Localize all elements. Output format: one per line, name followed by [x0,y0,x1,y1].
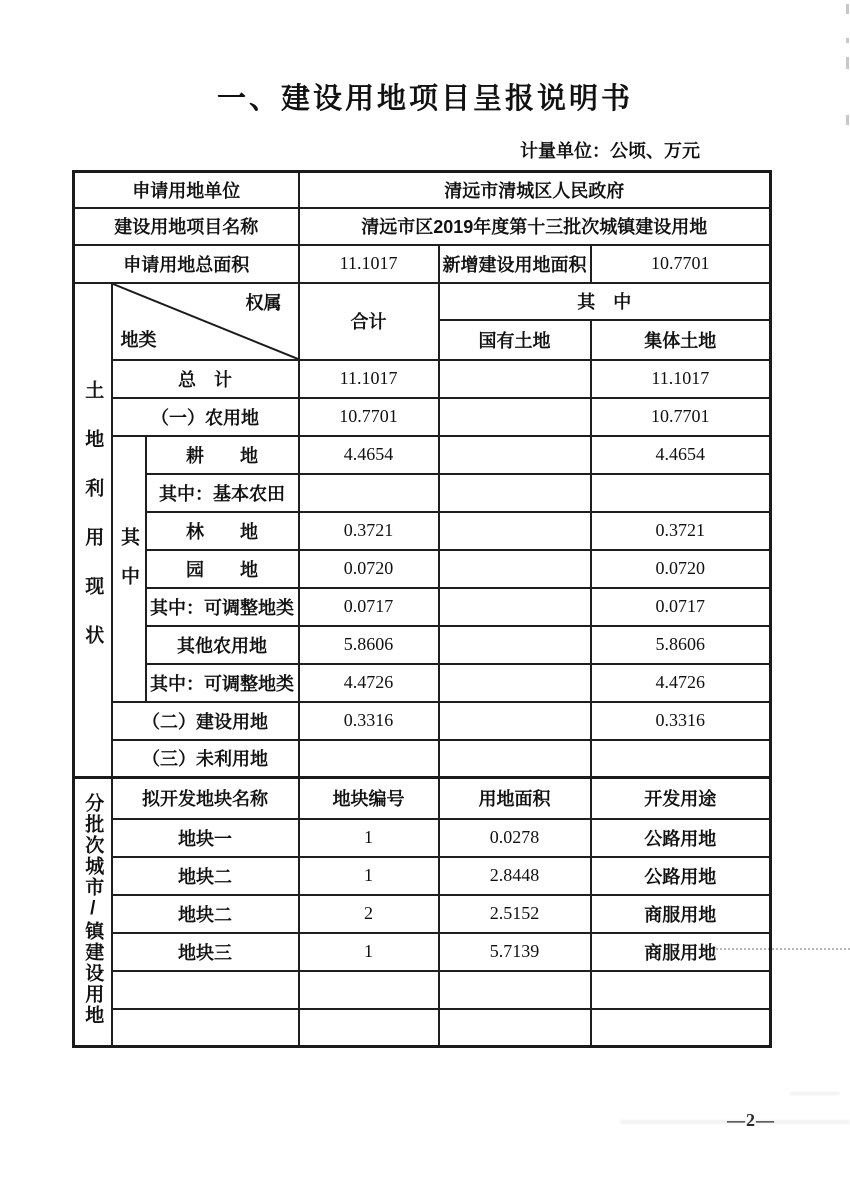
applicant-unit-value: 清远市清城区人民政府 [299,172,771,208]
parcels-section-text: 分批次城市/镇建设用地 [82,793,104,1026]
land-row-label: 其中：可调整地类 [146,588,299,626]
table-row [74,895,771,933]
land-row-label: 园 地 [146,550,299,588]
parcel-area [439,1009,591,1047]
new-area-label: 新增建设用地面积 [439,245,591,283]
land-row-collective: 10.7701 [591,398,771,436]
table-row [74,933,771,971]
page-number: —2— [727,1110,775,1130]
land-row-collective: 4.4726 [591,664,771,702]
land-row-collective: 0.3721 [591,512,771,550]
column-header-among: 其 中 [439,283,771,320]
scan-artifact [846,38,849,43]
land-row-label: 林 地 [146,512,299,550]
parcel-number: 1 [299,933,439,971]
scan-artifact [790,1092,840,1095]
parcel-number: 1 [299,857,439,895]
land-row-label: 其中：可调整地类 [146,664,299,702]
land-row-state [439,436,591,474]
land-row-state [439,740,591,778]
diagonal-label-ownership: 权属 [245,292,282,313]
land-row-total: 0.0717 [299,588,439,626]
parcel-area [439,971,591,1009]
land-row-collective: 5.8606 [591,626,771,664]
table-row [74,702,771,740]
land-row-state [439,398,591,436]
table-row [74,512,771,550]
land-row-collective: 0.3316 [591,702,771,740]
land-row-label: 其中：基本农田 [146,474,299,512]
parcel-area: 2.8448 [439,857,591,895]
land-row-total: 4.4654 [299,436,439,474]
land-row-label: （一）农用地 [112,398,299,436]
land-row-label: 总 计 [112,360,299,398]
parcel-header-area: 用地面积 [439,778,591,819]
column-header-total: 合计 [299,283,439,360]
parcel-name: 地块二 [112,895,299,933]
total-area-value: 11.1017 [299,245,439,283]
total-area-label: 申请用地总面积 [74,245,299,283]
project-name-value: 清远市区2019年度第十三批次城镇建设用地 [299,208,771,245]
parcel-area: 5.7139 [439,933,591,971]
page-title: 一、建设用地项目呈报说明书 [216,83,633,115]
land-row-state [439,550,591,588]
land-row-collective: 0.0720 [591,550,771,588]
land-row-total: 10.7701 [299,398,439,436]
table-row [74,550,771,588]
table-row [74,360,771,398]
parcel-header-number: 地块编号 [299,778,439,819]
column-header-state-land: 国有土地 [439,320,591,360]
parcel-header-name: 拟开发地块名称 [112,778,299,819]
table-row [74,819,771,857]
table-row [74,1009,771,1047]
parcel-name [112,971,299,1009]
land-row-state [439,512,591,550]
land-row-total [299,740,439,778]
land-row-total: 0.3721 [299,512,439,550]
land-row-collective [591,740,771,778]
land-row-total: 4.4726 [299,664,439,702]
land-row-state [439,588,591,626]
parcel-use: 商服用地 [591,895,771,933]
scan-artifact [846,57,849,69]
parcel-number: 1 [299,819,439,857]
land-row-total: 0.0720 [299,550,439,588]
table-row [74,857,771,895]
land-row-total: 11.1017 [299,360,439,398]
table-row [74,474,771,512]
land-report-table [72,170,772,1048]
land-row-total [299,474,439,512]
parcel-use: 公路用地 [591,857,771,895]
table-row [74,664,771,702]
among-group-label [112,436,146,702]
land-use-section-text: 土地利用现状 [82,380,104,675]
parcel-number [299,971,439,1009]
parcel-use [591,971,771,1009]
parcels-section-label [74,778,112,1047]
applicant-unit-label: 申请用地单位 [74,172,299,208]
table-row [74,626,771,664]
project-name-label: 建设用地项目名称 [74,208,299,245]
parcel-use: 公路用地 [591,819,771,857]
land-row-total: 0.3316 [299,702,439,740]
parcel-number: 2 [299,895,439,933]
land-row-state [439,702,591,740]
land-row-collective [591,474,771,512]
parcel-number [299,1009,439,1047]
land-row-total: 5.8606 [299,626,439,664]
parcel-use: 商服用地 [591,933,771,971]
land-row-collective: 0.0717 [591,588,771,626]
among-group-text: 其中 [118,527,139,605]
land-row-state [439,626,591,664]
scan-artifact [846,4,849,14]
land-row-label: 其他农用地 [146,626,299,664]
parcel-name [112,1009,299,1047]
parcel-name: 地块三 [112,933,299,971]
parcel-use [591,1009,771,1047]
parcel-name: 地块一 [112,819,299,857]
table-row [74,740,771,778]
table-row [74,436,771,474]
parcel-area: 0.0278 [439,819,591,857]
land-row-collective: 4.4654 [591,436,771,474]
land-row-state [439,360,591,398]
parcel-header-use: 开发用途 [591,778,771,819]
table-row [74,778,771,819]
land-row-label: （二）建设用地 [112,702,299,740]
table-row [74,588,771,626]
land-use-section-label [74,283,112,778]
table-row [74,398,771,436]
new-area-value: 10.7701 [591,245,771,283]
land-row-label: 耕 地 [146,436,299,474]
land-row-state [439,474,591,512]
parcel-name: 地块二 [112,857,299,895]
parcel-area: 2.5152 [439,895,591,933]
column-header-collective-land: 集体土地 [591,320,771,360]
diagonal-header-cell [112,283,299,360]
land-row-collective: 11.1017 [591,360,771,398]
diagonal-label-land-type: 地类 [120,329,157,350]
table-row [74,971,771,1009]
land-row-label: （三）未利用地 [112,740,299,778]
unit-note: 计量单位：公顷、万元 [520,141,700,161]
land-row-state [439,664,591,702]
